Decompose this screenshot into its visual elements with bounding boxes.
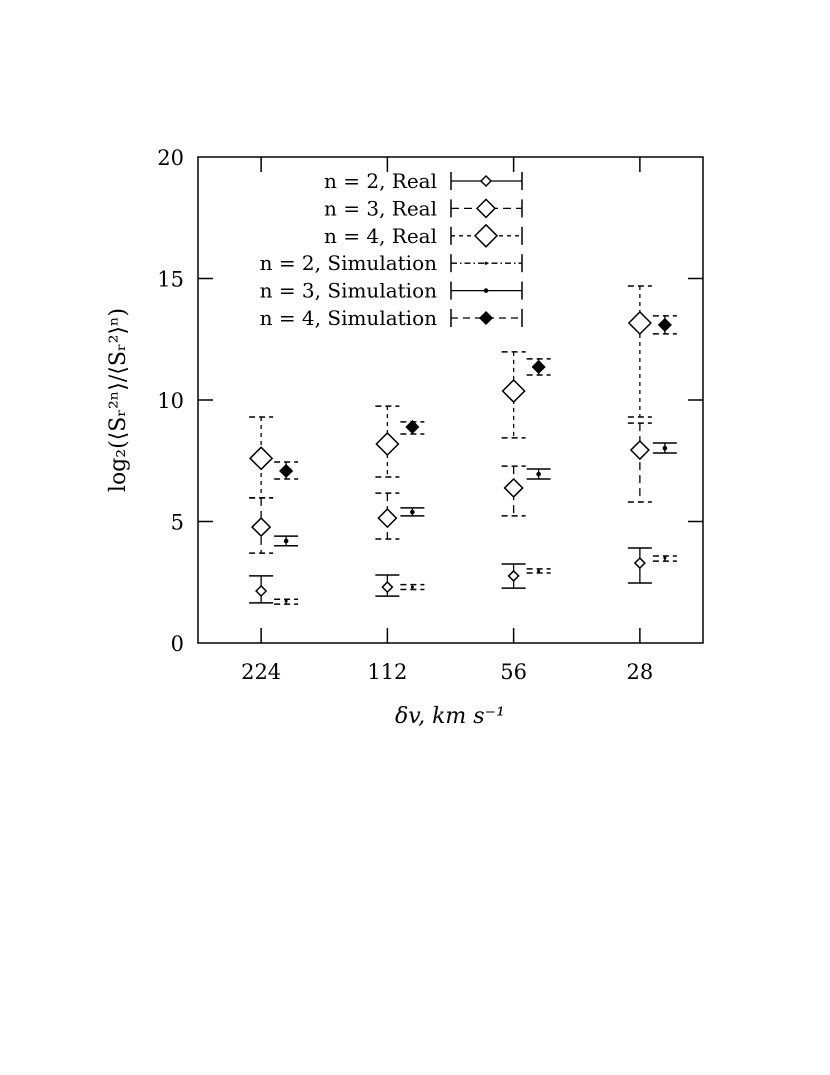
data-point	[663, 446, 668, 451]
legend-entry	[260, 306, 522, 330]
data-point	[410, 510, 415, 515]
legend-entry	[324, 169, 522, 193]
data-point	[505, 479, 523, 497]
series-5	[274, 316, 677, 479]
data-point	[503, 380, 525, 402]
series-4	[274, 443, 677, 546]
legend-label: n = 3, Real	[323, 196, 437, 221]
data-point	[631, 441, 649, 459]
data-point	[475, 225, 497, 247]
data-point	[411, 586, 414, 589]
data-point	[480, 312, 492, 324]
data-point	[284, 539, 289, 544]
y-tick-label: 5	[170, 510, 184, 535]
data-point	[533, 361, 545, 373]
legend-label: n = 4, Simulation	[259, 306, 437, 330]
legend-entry	[260, 279, 522, 303]
y-tick-label: 20	[157, 146, 184, 170]
data-point	[485, 262, 488, 265]
data-point	[280, 465, 292, 477]
x-tick-label: 112	[367, 660, 408, 684]
x-axis-label: δv, km s⁻¹	[395, 704, 505, 729]
data-point	[256, 586, 266, 596]
data-point	[537, 570, 540, 573]
series-3	[274, 556, 677, 604]
legend-label: n = 4, Real	[323, 223, 437, 248]
data-point	[252, 518, 270, 536]
data-point	[635, 558, 645, 568]
data-point	[378, 509, 396, 527]
data-point	[481, 176, 491, 186]
x-tick-label: 56	[500, 660, 527, 684]
data-point	[659, 319, 671, 331]
series-1	[249, 423, 652, 553]
legend-label: n = 3, Simulation	[259, 278, 437, 303]
legend-label: n = 2, Real	[323, 169, 437, 193]
y-tick-label: 10	[157, 389, 184, 413]
y-tick-label: 0	[170, 632, 184, 656]
data-point	[250, 447, 272, 469]
data-point	[406, 421, 418, 433]
data-point	[376, 433, 398, 455]
data-point	[509, 571, 519, 581]
data-point	[629, 312, 651, 334]
series-0	[249, 548, 652, 603]
x-tick-label: 224	[241, 660, 282, 684]
legend-entry	[324, 196, 522, 220]
y-axis-label: log₂(⟨Sᵣ²ⁿ⟩/⟨Sᵣ²⟩ⁿ)	[106, 307, 131, 493]
x-tick-label: 28	[626, 660, 654, 684]
data-point	[285, 599, 288, 602]
legend-entry	[260, 251, 522, 275]
data-point	[477, 199, 495, 217]
data-point	[484, 288, 489, 293]
data-point	[663, 556, 666, 559]
y-tick-label: 15	[157, 267, 184, 292]
legend-label: n = 2, Simulation	[259, 251, 437, 276]
data-point	[382, 582, 392, 592]
legend-entry	[324, 224, 522, 248]
data-point	[536, 472, 541, 477]
